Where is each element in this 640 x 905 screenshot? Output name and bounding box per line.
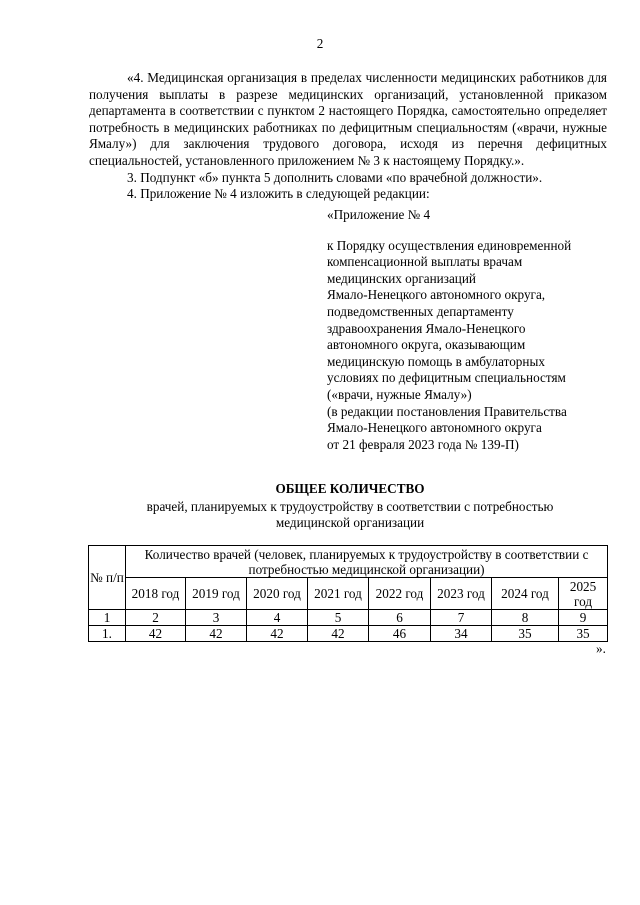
appendix-line: компенсационной выплаты врачам <box>327 254 523 270</box>
header-year: 2019 год <box>186 578 247 610</box>
page-number: 2 <box>316 36 324 51</box>
heading-subtitle-line-2: медицинской организации <box>275 515 425 531</box>
table-cell: 8 <box>492 610 559 626</box>
header-year: 2021 год <box>308 578 369 610</box>
table-index-row <box>89 610 608 626</box>
table-cell: 5 <box>308 610 369 626</box>
heading-title: ОБЩЕЕ КОЛИЧЕСТВО <box>275 481 425 496</box>
table-cell: 34 <box>431 626 492 642</box>
paragraph-item-4: «4. Медицинская организация в пределах численности медицинских работников для получения выплаты в разрезе медицинских организаций, установленной приказом департамента в соответствии с пунктом 2 настоящего Порядка, самостоятельно определяет потребность в медицинских работниках по дефицитным специальностям («врачи, нужные Ямалу») для заключения трудового договора, исходя из перечня дефицитных специальностей, установленного приложением № 3 к настоящему Порядку.». <box>89 70 607 168</box>
appendix-block <box>327 207 617 453</box>
doctors-count-table <box>88 545 608 642</box>
header-row-number: № п/п <box>89 546 126 610</box>
appendix-title: «Приложение № 4 <box>327 207 431 222</box>
header-year: 2023 год <box>431 578 492 610</box>
table-heading <box>80 481 620 532</box>
appendix-line: подведомственных департаменту <box>327 303 514 319</box>
table-cell: 42 <box>126 626 186 642</box>
header-year: 2024 год <box>492 578 559 610</box>
appendix-line: («врачи, нужные Ямалу») <box>327 386 472 402</box>
header-year: 2020 год <box>247 578 308 610</box>
table-cell: 3 <box>186 610 247 626</box>
table-cell: 9 <box>559 610 608 626</box>
appendix-line: от 21 февраля 2023 года № 139-П) <box>327 436 519 452</box>
table-cell: 1. <box>89 626 126 642</box>
appendix-line: медицинскую помощь в амбулаторных <box>327 353 545 369</box>
paragraph-subitem-3: 3. Подпункт «б» пункта 5 дополнить словами «по врачебной должности». <box>127 169 543 185</box>
appendix-line: автономного округа, оказывающим <box>327 337 526 353</box>
appendix-line: условиях по дефицитным специальностям <box>327 370 566 386</box>
table-cell: 42 <box>186 626 247 642</box>
header-doctors-count: Количество врачей (человек, планируемых к трудоустройству в соответствии с потребностью медицинской организации) <box>126 546 608 578</box>
table-cell: 42 <box>308 626 369 642</box>
paragraph-subitem-4: 4. Приложение № 4 изложить в следующей редакции: <box>127 186 430 202</box>
header-year: 2018 год <box>126 578 186 610</box>
heading-subtitle-line-1: врачей, планируемых к трудоустройству в соответствии с потребностью <box>146 498 554 514</box>
appendix-line: к Порядку осуществления единовременной <box>327 237 572 253</box>
body-text <box>89 70 607 203</box>
closing-quote: ». <box>596 641 606 656</box>
appendix-line: Ямало-Ненецкого автономного округа, <box>327 287 546 303</box>
table-cell: 46 <box>369 626 431 642</box>
table-cell: 7 <box>431 610 492 626</box>
appendix-line: (в редакции постановления Правительства <box>327 403 567 419</box>
table-cell: 6 <box>369 610 431 626</box>
appendix-line: медицинских организаций <box>327 270 476 286</box>
table-cell: 2 <box>126 610 186 626</box>
table-row <box>89 626 608 642</box>
header-year: 2025 год <box>559 578 608 610</box>
table-cell: 35 <box>559 626 608 642</box>
appendix-line: здравоохранения Ямало-Ненецкого <box>327 320 526 336</box>
table-cell: 4 <box>247 610 308 626</box>
appendix-line: Ямало-Ненецкого автономного округа <box>327 420 542 436</box>
table-cell: 35 <box>492 626 559 642</box>
table-cell: 1 <box>89 610 126 626</box>
table-cell: 42 <box>247 626 308 642</box>
header-year: 2022 год <box>369 578 431 610</box>
